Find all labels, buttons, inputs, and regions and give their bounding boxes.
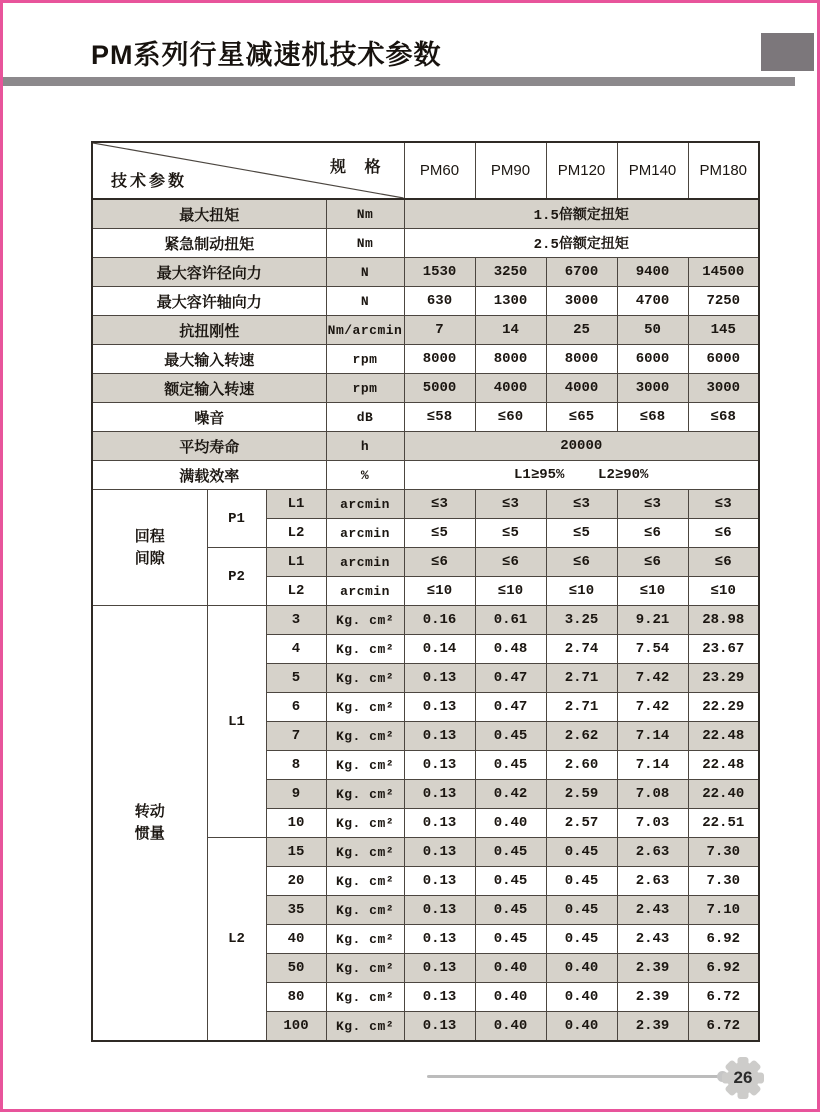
page-number-badge: [721, 1056, 765, 1100]
inertia-ratio: 4: [266, 635, 326, 664]
inertia-ratio: 50: [266, 954, 326, 983]
inertia-value: 0.40: [475, 954, 546, 983]
backlash-stage: L2: [266, 519, 326, 548]
backlash-section-label: [92, 490, 207, 606]
inertia-value: 2.39: [617, 983, 688, 1012]
param-value: 145: [688, 316, 759, 345]
param-unit: Nm: [326, 199, 404, 229]
backlash-unit: arcmin: [326, 490, 404, 519]
inertia-group-label: L1: [207, 606, 266, 838]
param-value: 3250: [475, 258, 546, 287]
inertia-value: 2.63: [617, 867, 688, 896]
inertia-value: 0.40: [475, 1012, 546, 1042]
inertia-ratio: 10: [266, 809, 326, 838]
backlash-value: ≤6: [617, 548, 688, 577]
param-value: 1300: [475, 287, 546, 316]
param-value: ≤60: [475, 403, 546, 432]
inertia-value: 0.13: [404, 664, 475, 693]
inertia-value: 2.71: [546, 664, 617, 693]
inertia-value: 0.45: [546, 838, 617, 867]
backlash-value: ≤5: [404, 519, 475, 548]
param-value: 25: [546, 316, 617, 345]
backlash-value: ≤10: [546, 577, 617, 606]
model-header: PM90: [475, 142, 546, 199]
param-value: 14: [475, 316, 546, 345]
backlash-value: ≤3: [617, 490, 688, 519]
param-value: 9400: [617, 258, 688, 287]
param-value: 630: [404, 287, 475, 316]
inertia-value: 6.92: [688, 925, 759, 954]
param-span-value: 20000: [404, 432, 759, 461]
inertia-unit: Kg. cm²: [326, 896, 404, 925]
inertia-label-text: 转动惯量: [134, 803, 165, 842]
inertia-value: 9.21: [617, 606, 688, 635]
param-span-value: 2.5倍额定扭矩: [404, 229, 759, 258]
inertia-value: 7.42: [617, 693, 688, 722]
inertia-section-label: [92, 606, 207, 1042]
inertia-ratio: 20: [266, 867, 326, 896]
inertia-unit: Kg. cm²: [326, 635, 404, 664]
backlash-value: ≤10: [404, 577, 475, 606]
inertia-value: 0.16: [404, 606, 475, 635]
inertia-value: 23.67: [688, 635, 759, 664]
param-unit: dB: [326, 403, 404, 432]
inertia-value: 0.45: [475, 838, 546, 867]
param-value: 3000: [688, 374, 759, 403]
param-unit: %: [326, 461, 404, 490]
param-unit: Nm: [326, 229, 404, 258]
param-value: 50: [617, 316, 688, 345]
inertia-value: 0.13: [404, 1012, 475, 1042]
backlash-value: ≤6: [475, 548, 546, 577]
inertia-value: 0.47: [475, 693, 546, 722]
param-label: 最大容许径向力: [92, 258, 326, 287]
param-unit: rpm: [326, 374, 404, 403]
model-header: PM180: [688, 142, 759, 199]
inertia-value: 0.13: [404, 867, 475, 896]
inertia-ratio: 7: [266, 722, 326, 751]
model-header: PM60: [404, 142, 475, 199]
inertia-unit: Kg. cm²: [326, 780, 404, 809]
backlash-stage: L1: [266, 490, 326, 519]
param-label: 平均寿命: [92, 432, 326, 461]
backlash-value: ≤5: [546, 519, 617, 548]
param-unit: Nm/arcmin: [326, 316, 404, 345]
inertia-value: 0.42: [475, 780, 546, 809]
inertia-value: 0.13: [404, 809, 475, 838]
title-rule: [3, 77, 795, 86]
param-value: 14500: [688, 258, 759, 287]
inertia-value: 7.14: [617, 722, 688, 751]
param-value: 8000: [546, 345, 617, 374]
param-value: 6000: [617, 345, 688, 374]
page-title: PM系列行星减速机技术参数: [91, 40, 442, 70]
inertia-unit: Kg. cm²: [326, 925, 404, 954]
inertia-value: 0.61: [475, 606, 546, 635]
inertia-value: 22.48: [688, 722, 759, 751]
backlash-stage: L2: [266, 577, 326, 606]
inertia-value: 0.48: [475, 635, 546, 664]
param-value: 3000: [617, 374, 688, 403]
param-value: 6000: [688, 345, 759, 374]
inertia-value: 0.13: [404, 983, 475, 1012]
inertia-unit: Kg. cm²: [326, 751, 404, 780]
param-unit: rpm: [326, 345, 404, 374]
inertia-value: 0.13: [404, 954, 475, 983]
inertia-value: 6.72: [688, 1012, 759, 1042]
inertia-value: 0.45: [546, 867, 617, 896]
param-value: 4000: [546, 374, 617, 403]
param-value: ≤65: [546, 403, 617, 432]
inertia-value: 2.74: [546, 635, 617, 664]
backlash-value: ≤3: [688, 490, 759, 519]
inertia-value: 0.13: [404, 838, 475, 867]
backlash-value: ≤5: [475, 519, 546, 548]
param-value: 6700: [546, 258, 617, 287]
inertia-unit: Kg. cm²: [326, 606, 404, 635]
table-corner-cell: [92, 142, 404, 199]
inertia-unit: Kg. cm²: [326, 809, 404, 838]
inertia-unit: Kg. cm²: [326, 954, 404, 983]
model-header: PM140: [617, 142, 688, 199]
inertia-value: 2.43: [617, 925, 688, 954]
inertia-value: 7.03: [617, 809, 688, 838]
backlash-value: ≤3: [546, 490, 617, 519]
inertia-ratio: 9: [266, 780, 326, 809]
param-span-value: 1.5倍额定扭矩: [404, 199, 759, 229]
inertia-unit: Kg. cm²: [326, 693, 404, 722]
param-unit: N: [326, 258, 404, 287]
inertia-value: 2.62: [546, 722, 617, 751]
param-label: 抗扭刚性: [92, 316, 326, 345]
backlash-value: ≤6: [546, 548, 617, 577]
inertia-value: 0.45: [475, 925, 546, 954]
inertia-value: 7.14: [617, 751, 688, 780]
inertia-value: 0.45: [475, 722, 546, 751]
param-unit: N: [326, 287, 404, 316]
inertia-value: 2.57: [546, 809, 617, 838]
inertia-ratio: 6: [266, 693, 326, 722]
inertia-value: 0.45: [475, 751, 546, 780]
backlash-unit: arcmin: [326, 519, 404, 548]
backlash-value: ≤10: [688, 577, 759, 606]
inertia-unit: Kg. cm²: [326, 838, 404, 867]
inertia-value: 22.40: [688, 780, 759, 809]
inertia-value: 2.71: [546, 693, 617, 722]
inertia-group-label: L2: [207, 838, 266, 1042]
inertia-value: 0.13: [404, 751, 475, 780]
param-value: 3000: [546, 287, 617, 316]
inertia-value: 2.59: [546, 780, 617, 809]
backlash-value: ≤10: [475, 577, 546, 606]
inertia-ratio: 100: [266, 1012, 326, 1042]
inertia-unit: Kg. cm²: [326, 867, 404, 896]
param-value: 7250: [688, 287, 759, 316]
inertia-value: 0.40: [546, 1012, 617, 1042]
inertia-ratio: 40: [266, 925, 326, 954]
inertia-value: 0.13: [404, 693, 475, 722]
inertia-value: 7.42: [617, 664, 688, 693]
inertia-unit: Kg. cm²: [326, 722, 404, 751]
inertia-value: 7.30: [688, 838, 759, 867]
inertia-value: 7.10: [688, 896, 759, 925]
inertia-ratio: 3: [266, 606, 326, 635]
inertia-value: 22.29: [688, 693, 759, 722]
param-value: 7: [404, 316, 475, 345]
footer-line: [427, 1075, 723, 1078]
spec-table: [91, 141, 760, 1042]
title-accent-block: [761, 33, 814, 71]
inertia-value: 0.45: [546, 896, 617, 925]
param-label: 最大扭矩: [92, 199, 326, 229]
inertia-value: 0.13: [404, 925, 475, 954]
backlash-label-text: 回程间隙: [134, 527, 165, 567]
inertia-value: 2.39: [617, 1012, 688, 1042]
inertia-value: 22.48: [688, 751, 759, 780]
param-value: 8000: [475, 345, 546, 374]
inertia-value: 0.13: [404, 896, 475, 925]
model-header: PM120: [546, 142, 617, 199]
inertia-value: 22.51: [688, 809, 759, 838]
inertia-unit: Kg. cm²: [326, 983, 404, 1012]
inertia-value: 0.45: [546, 925, 617, 954]
param-label: 最大容许轴向力: [92, 287, 326, 316]
page-number: 26: [733, 1068, 753, 1087]
inertia-ratio: 80: [266, 983, 326, 1012]
inertia-value: 7.30: [688, 867, 759, 896]
param-label: 满载效率: [92, 461, 326, 490]
param-value: ≤68: [688, 403, 759, 432]
inertia-value: 0.13: [404, 722, 475, 751]
inertia-value: 2.60: [546, 751, 617, 780]
inertia-value: 0.40: [475, 983, 546, 1012]
param-label: 噪音: [92, 403, 326, 432]
inertia-value: 0.40: [546, 954, 617, 983]
backlash-stage: L1: [266, 548, 326, 577]
inertia-unit: Kg. cm²: [326, 664, 404, 693]
backlash-value: ≤6: [688, 548, 759, 577]
inertia-value: 0.45: [475, 896, 546, 925]
inertia-value: 6.72: [688, 983, 759, 1012]
backlash-value: ≤3: [404, 490, 475, 519]
corner-spec-label: 规 格: [330, 159, 388, 176]
inertia-ratio: 5: [266, 664, 326, 693]
inertia-value: 0.14: [404, 635, 475, 664]
inertia-value: 28.98: [688, 606, 759, 635]
backlash-value: ≤3: [475, 490, 546, 519]
param-value: 4700: [617, 287, 688, 316]
inertia-value: 0.40: [475, 809, 546, 838]
backlash-value: ≤6: [688, 519, 759, 548]
param-label: 额定输入转速: [92, 374, 326, 403]
inertia-value: 7.08: [617, 780, 688, 809]
param-value: 1530: [404, 258, 475, 287]
inertia-ratio: 8: [266, 751, 326, 780]
param-value: 5000: [404, 374, 475, 403]
inertia-value: 3.25: [546, 606, 617, 635]
backlash-group-label: P1: [207, 490, 266, 548]
inertia-value: 7.54: [617, 635, 688, 664]
inertia-ratio: 15: [266, 838, 326, 867]
param-value: ≤68: [617, 403, 688, 432]
inertia-value: 2.63: [617, 838, 688, 867]
backlash-unit: arcmin: [326, 548, 404, 577]
backlash-unit: arcmin: [326, 577, 404, 606]
param-label: 最大输入转速: [92, 345, 326, 374]
param-value: 4000: [475, 374, 546, 403]
inertia-unit: Kg. cm²: [326, 1012, 404, 1042]
inertia-value: 6.92: [688, 954, 759, 983]
inertia-value: 2.43: [617, 896, 688, 925]
inertia-value: 2.39: [617, 954, 688, 983]
param-span-value: L1≥95% L2≥90%: [404, 461, 759, 490]
param-value: 8000: [404, 345, 475, 374]
inertia-value: 0.40: [546, 983, 617, 1012]
corner-param-label: 技术参数: [111, 173, 188, 190]
backlash-value: ≤6: [404, 548, 475, 577]
param-label: 紧急制动扭矩: [92, 229, 326, 258]
param-value: ≤58: [404, 403, 475, 432]
inertia-value: 23.29: [688, 664, 759, 693]
inertia-value: 0.13: [404, 780, 475, 809]
backlash-value: ≤10: [617, 577, 688, 606]
param-unit: h: [326, 432, 404, 461]
backlash-value: ≤6: [617, 519, 688, 548]
backlash-group-label: P2: [207, 548, 266, 606]
inertia-value: 0.45: [475, 867, 546, 896]
inertia-value: 0.47: [475, 664, 546, 693]
inertia-ratio: 35: [266, 896, 326, 925]
